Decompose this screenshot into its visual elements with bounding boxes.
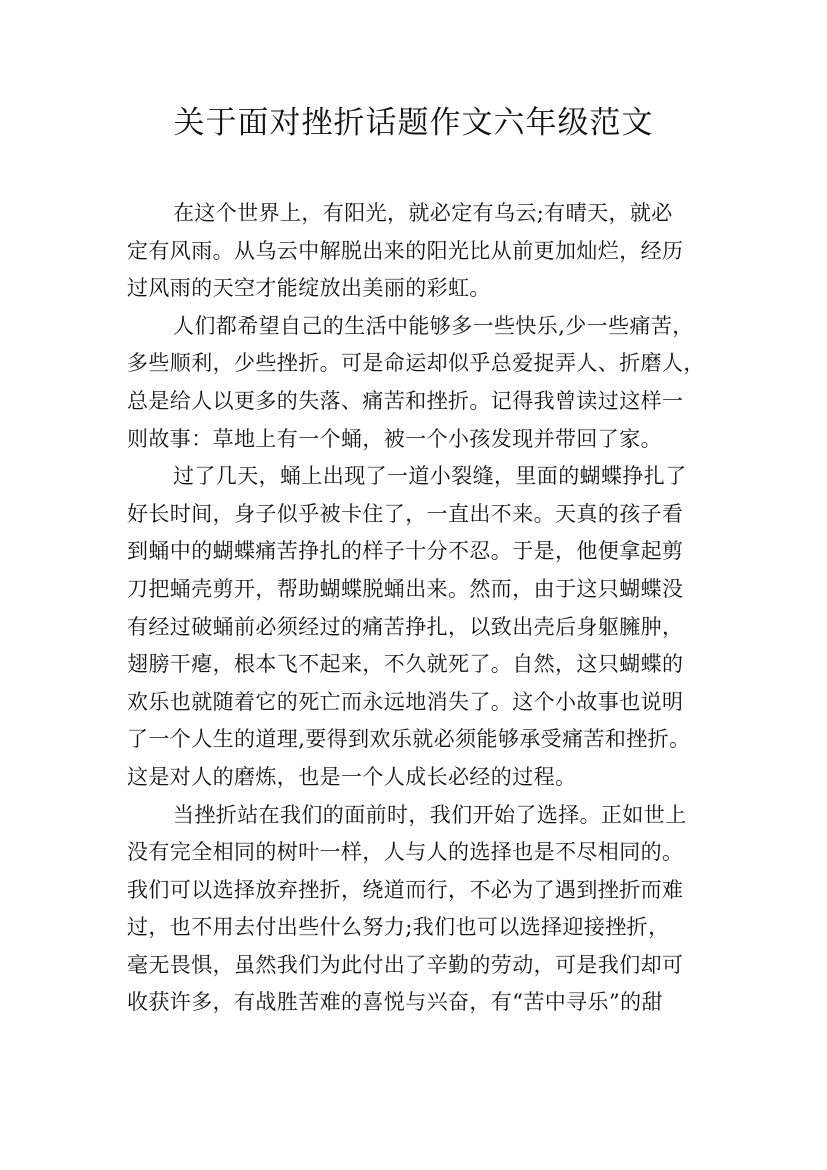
text-line: 欢乐也就随着它的死亡而永远地消失了。这个小故事也说明 bbox=[127, 689, 684, 714]
document-body bbox=[127, 195, 709, 1022]
text-line: 这是对人的磨炼，也是一个人成长必经的过程。 bbox=[127, 764, 577, 789]
text-line: 没有完全相同的树叶一样，人与人的选择也是不尽相同的。 bbox=[127, 840, 684, 865]
text-line: 了一个人生的道理,要得到欢乐就必须能够承受痛苦和挫折。 bbox=[127, 727, 691, 752]
text-line: 毫无畏惧，虽然我们为此付出了辛勤的劳动，可是我们却可 bbox=[127, 952, 684, 977]
text-line: 有经过破蛹前必须经过的痛苦挣扎，以致出壳后身躯臃肿， bbox=[127, 614, 684, 639]
text-line: 过风雨的天空才能绽放出美丽的彩虹。 bbox=[127, 276, 491, 301]
text-line: 则故事：草地上有一个蛹，被一个小孩发现并带回了家。 bbox=[127, 426, 662, 451]
text-line: 总是给人以更多的失落、痛苦和挫折。记得我曾读过这样一 bbox=[127, 388, 684, 413]
text-line: 定有风雨。从乌云中解脱出来的阳光比从前更加灿烂，经历 bbox=[127, 238, 684, 263]
text-line: 过，也不用去付出些什么努力;我们也可以选择迎接挫折， bbox=[127, 915, 670, 940]
text-line: 我们可以选择放弃挫折，绕道而行，不必为了遇到挫折而难 bbox=[127, 877, 684, 902]
text-line: 收获许多，有战胜苦难的喜悦与兴奋，有“苦中寻乐”的甜 bbox=[127, 990, 663, 1015]
text-line: 好长时间，身子似乎被卡住了，一直出不来。天真的孩子看 bbox=[127, 501, 684, 526]
text-line: 多些顺利，少些挫折。可是命运却似乎总爱捉弄人、折磨人， bbox=[127, 351, 705, 376]
text-line: 当挫折站在我们的面前时，我们开始了选择。正如世上 bbox=[173, 802, 687, 827]
text-line: 人们都希望自己的生活中能够多一些快乐,少一些痛苦， bbox=[173, 313, 694, 338]
text-line: 刀把蛹壳剪开，帮助蝴蝶脱蛹出来。然而，由于这只蝴蝶没 bbox=[127, 576, 684, 601]
document-title: 关于面对挫折话题作文六年级范文 bbox=[173, 105, 654, 141]
text-line: 在这个世界上，有阳光，就必定有乌云;有晴天，就必 bbox=[173, 201, 673, 225]
text-line: 翅膀干瘪，根本飞不起来，不久就死了。自然，这只蝴蝶的 bbox=[127, 652, 684, 677]
text-line: 到蛹中的蝴蝶痛苦挣扎的样子十分不忍。于是，他便拿起剪 bbox=[127, 539, 684, 564]
text-line: 过了几天，蛹上出现了一道小裂缝，里面的蝴蝶挣扎了 bbox=[173, 464, 687, 489]
